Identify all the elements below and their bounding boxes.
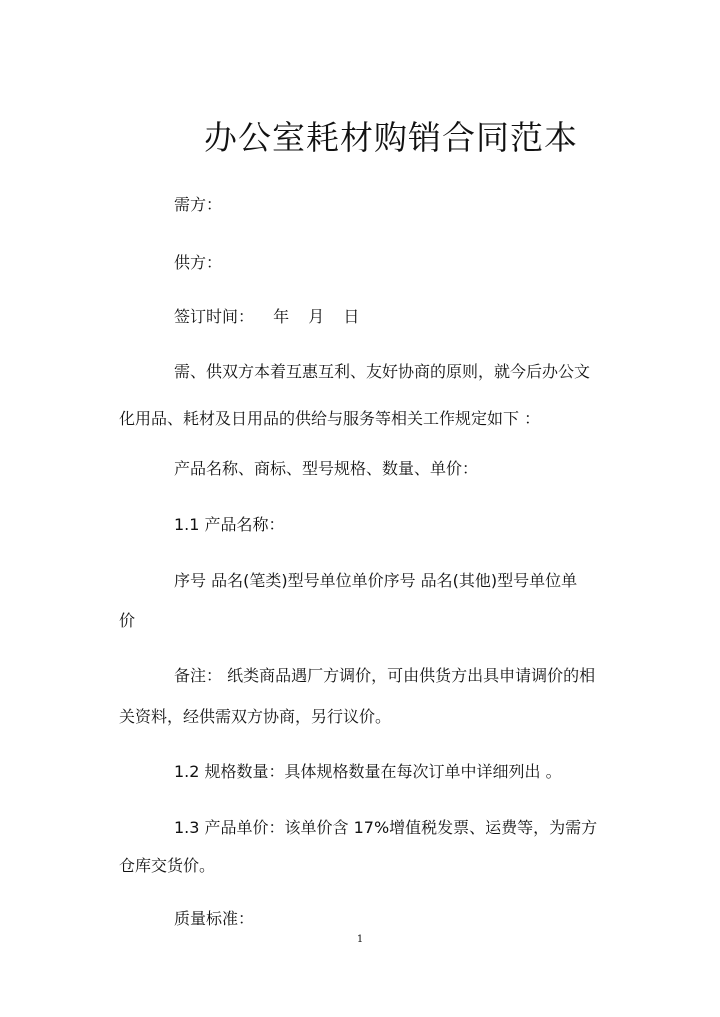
item-1-1: 1.1 产品名称： <box>174 515 285 534</box>
sign-time-year: 年 <box>273 307 290 326</box>
intro-paragraph-line-2: 化用品、耗材及日用品的供给与服务等相关工作规定如下 ： <box>119 409 541 428</box>
sign-time-month: 月 <box>308 307 325 326</box>
sign-time-line <box>174 304 359 327</box>
section-products-heading: 产品名称、商标、型号规格、数量、单价： <box>174 459 479 478</box>
remark-line-1: 备注： 纸类商品遇厂方调价，可由供货方出具申请调价的相 <box>174 666 596 685</box>
item-1-3-line-2: 仓库交货价。 <box>119 856 216 875</box>
item-1-2: 1.2 规格数量：具体规格数量在每次订单中详细列出 。 <box>174 762 562 781</box>
sign-time-label: 签订时间： <box>174 307 255 326</box>
remark-line-2: 关资料，经供需双方协商，另行议价。 <box>119 707 392 726</box>
section-quality-heading: 质量标准： <box>174 909 255 928</box>
page-number: 1 <box>356 934 364 945</box>
supplier-label: 供方： <box>174 253 223 272</box>
item-1-3-line-1: 1.3 产品单价：该单价含 17%增值税发票、运费等，为需方 <box>174 818 598 837</box>
table-header-line-2: 价 <box>119 611 136 630</box>
document-title: 办公室耗材购销合同范本 <box>204 118 578 157</box>
intro-paragraph-line-1: 需、供双方本着互惠互利、友好协商的原则，就今后办公文 <box>174 362 591 381</box>
sign-time-day: 日 <box>343 307 360 326</box>
buyer-label: 需方： <box>174 195 223 214</box>
table-header-line-1: 序号 品名(笔类)型号单位单价序号 品名(其他)型号单位单 <box>174 571 578 590</box>
